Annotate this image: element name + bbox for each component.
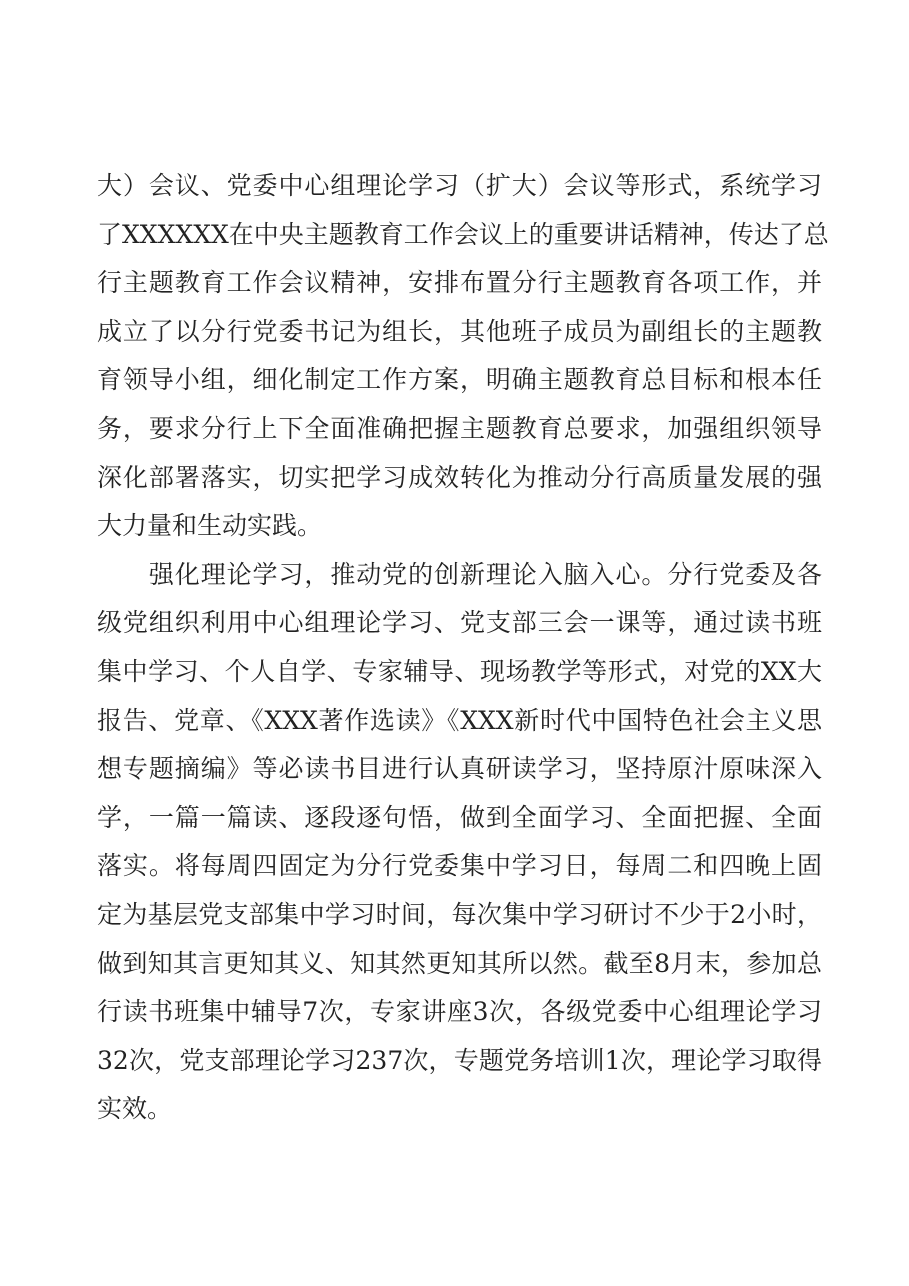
text-line: 强化理论学习，推动党的创新理论入脑入心。分行党委及各 [97, 559, 822, 589]
paragraph-1 [97, 162, 829, 551]
text-line: 行主题教育工作会议精神，安排布置分行主题教育各项工作，并 [97, 268, 822, 298]
text-line: 做到知其言更知其义、知其然更知其所以然。截至8月末，参加总 [97, 948, 822, 978]
text-line: 行读书班集中辅导7次，专家讲座3次，各级党委中心组理论学习 [97, 997, 822, 1027]
text-line: 育领导小组，细化制定工作方案，明确主题教育总目标和根本任 [97, 365, 822, 395]
text-line: 大力量和生动实践。 [97, 511, 323, 541]
text-line: 32次，党支部理论学习237次，专题党务培训1次，理论学习取得 [97, 1045, 822, 1075]
text-line: 报告、党章、《XXX著作选读》《XXX新时代中国特色社会主义思 [97, 705, 822, 735]
text-line: 落实。将每周四固定为分行党委集中学习日，每周二和四晚上固 [97, 851, 822, 881]
text-line: 想专题摘编》等必读书目进行认真研读学习，坚持原汁原味深入 [97, 754, 822, 784]
document-body [97, 162, 829, 1134]
text-line: 实效。 [97, 1094, 173, 1124]
paragraph-2 [97, 551, 822, 1134]
text-line: 深化部署落实，切实把学习成效转化为推动分行高质量发展的强 [97, 462, 822, 492]
text-line: 成立了以分行党委书记为组长，其他班子成员为副组长的主题教 [97, 316, 822, 346]
text-line: 定为基层党支部集中学习时间，每次集中学习研讨不少于2小时， [97, 899, 822, 929]
text-line: 集中学习、个人自学、专家辅导、现场教学等形式，对党的XX大 [97, 656, 822, 686]
text-line: 级党组织利用中心组理论学习、党支部三会一课等，通过读书班 [97, 608, 822, 638]
text-line: 学，一篇一篇读、逐段逐句悟，做到全面学习、全面把握、全面 [97, 802, 822, 832]
text-line: 了XXXXXX在中央主题教育工作会议上的重要讲话精神，传达了总 [97, 219, 829, 249]
text-line: 大）会议、党委中心组理论学习（扩大）会议等形式，系统学习 [97, 171, 822, 200]
text-line: 务，要求分行上下全面准确把握主题教育总要求，加强组织领导 [97, 413, 822, 443]
